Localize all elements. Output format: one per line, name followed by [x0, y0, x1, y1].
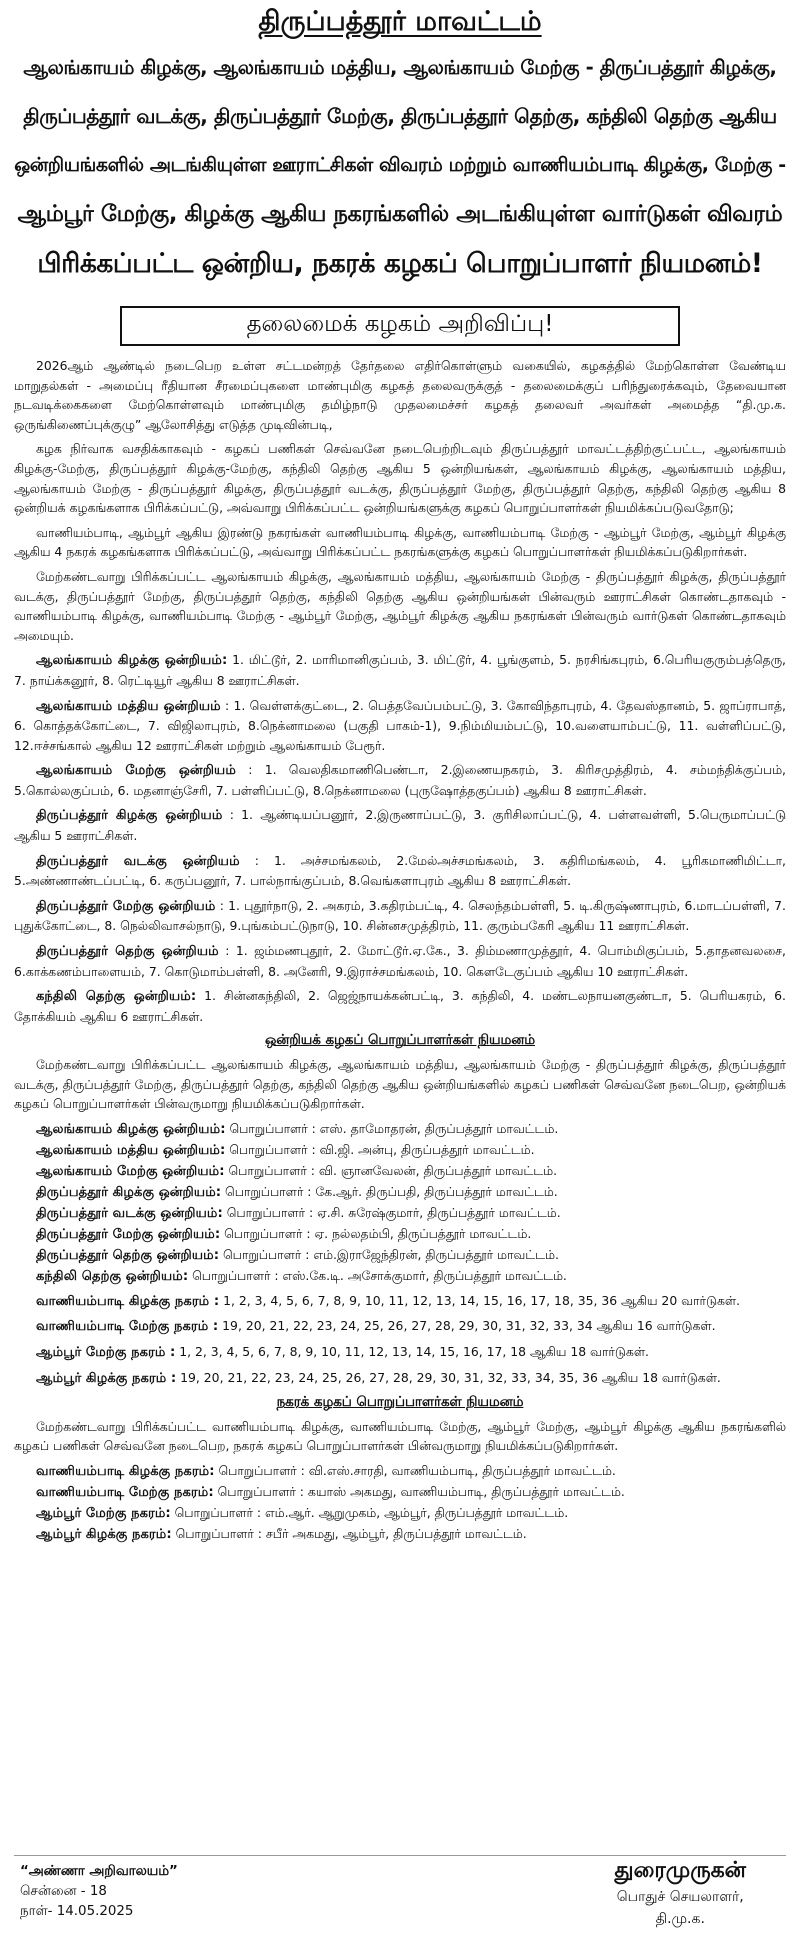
- assignment-text: பொறுப்பாளர் : சபீர் அகமது, ஆம்பூர், திருப்பத்தூர் மாவட்டம்.: [175, 1525, 527, 1541]
- assignment-label: ஆலங்காயம் மத்திய ஒன்றியம்:: [36, 1142, 226, 1158]
- headline-line: ஆலங்காயம் கிழக்கு, ஆலங்காயம் மத்திய, ஆலங்காயம் மேற்கு - திருப்பத்தூர் கிழக்கு,: [23, 56, 777, 79]
- assignment-label: கந்திலி தெற்கு ஒன்றியம்:: [36, 1268, 189, 1284]
- footer-divider: [14, 1855, 786, 1856]
- union-section-intro: மேற்கண்டவாறு பிரிக்கப்பட்ட ஆலங்காயம் கிழக்கு, ஆலங்காயம் மத்திய, ஆலங்காயம் மேற்கு - திருப்பத்தூர் கிழக்கு, திருப்பத்தூர் வடக்கு, திருப்பத்தூர் மேற்கு, திருப்பத்தூர் தெற்கு, கந்திலி தெற்கு ஆகிய ஒன்றியங்களில் கழகப் பணிகள் செவ்வனே நடைபெற, ஒன்றியக் கழகப் பொறுப்பாளர்கள் பின்வருமாறு நியமிக்கப்படுகிறார்கள்.: [14, 1057, 786, 1112]
- footer: [14, 1858, 786, 1948]
- assignment-label: ஆலங்காயம் கிழக்கு ஒன்றியம்:: [36, 1121, 226, 1137]
- intro-paragraph: 2026ஆம் ஆண்டில் நடைபெற உள்ள சட்டமன்றத் தேர்தலை எதிர்கொள்ளும் வகையில், கழகத்தில் மேற்கொள்ள வேண்டிய மாறுதல்கள் - அமைப்பு ரீதியான சீரமைப்புகளை மாண்புமிகு கழகத் தலைவருக்குத் - தலைமைக்குப் பரிந்துரைக்கவும், தேவையான நடவடிக்கைகளை மேற்கொள்ளவும் மாண்புமிகு தமிழ்நாடு முதலமைச்சர் கழகத் தலைவர் அவர்கள் அமைத்த “தி.மு.க. ஒருங்கிணைப்புக்குழு” ஆலோசித்து எடுத்த முடிவின்படி,: [14, 358, 786, 432]
- intro-paragraph: கழக நிர்வாக வசதிக்காகவும் - கழகப் பணிகள் செவ்வனே நடைபெற்றிடவும் திருப்பத்தூர் மாவட்டத்திற்குட்பட்ட, ஆலங்காயம் கிழக்கு-மேற்கு, திருப்பத்தூர் கிழக்கு-மேற்கு, கந்திலி தெற்கு ஆகிய 5 ஒன்றியங்கள், ஆலங்காயம் கிழக்கு, ஆலங்காயம் மத்திய, ஆலங்காயம் மேற்கு - திருப்பத்தூர் கிழக்கு, திருப்பத்தூர் வடக்கு, திருப்பத்தூர் மேற்கு, திருப்பத்தூர் தெற்கு, கந்திலி தெற்கு ஆகிய 8 ஒன்றியக் கழகங்களாக பிரிக்கப்பட்டு, அவ்வாறு பிரிக்கப்பட்ட ஒன்றியங்களுக்கு கழகப் பொறுப்பாளர்கள் நியமிக்கப்படுவதோடு;: [14, 441, 786, 516]
- assignment-label: திருப்பத்தூர் கிழக்கு ஒன்றியம்:: [36, 1184, 222, 1200]
- ward-list: [14, 1316, 786, 1337]
- town-section-intro: மேற்கண்டவாறு பிரிக்கப்பட்ட வாணியம்பாடி கிழக்கு, வாணியம்பாடி மேற்கு, ஆம்பூர் மேற்கு, ஆம்பூர் கிழக்கு ஆகிய நகரங்களில் கழகப் பணிகள் செவ்வனே நடைபெற, நகரக் கழகப் பொறுப்பாளர்கள் பின்வருமாறு நியமிக்கப்படுகிறார்கள்.: [14, 1418, 786, 1454]
- union-villages: [14, 760, 786, 800]
- ward-list: [14, 1291, 786, 1312]
- union-villages-text: : 1. வெள்ளக்குட்டை, 2. பெத்தவேப்பம்பட்டு, 3. கோவிந்தாபுரம், 4. தேவஸ்தானம், 5. ஜாப்ராபாத், 6. கொத்தக்கோட்டை, 7. விஜிலாபுரம், 8.நெக்னாமலை (பகுதி பாகம்-1), 9.நிம்மியம்பட்டு, 10.வளையாம்பட்டு, 11. வள்ளிப்பட்டு, 12.ஈச்சங்கால் ஆகிய 12 ஊராட்சிகள் மற்றும் ஆலங்காயம் பேரூர்.: [14, 697, 786, 753]
- headline-line: ஒன்றியங்களில் அடங்கியுள்ள ஊராட்சிகள் விவரம் மற்றும் வாணியம்பாடி கிழக்கு, மேற்கு -: [14, 154, 786, 176]
- union-villages: [14, 696, 786, 756]
- notice-banner: தலைமைக் கழகம் அறிவிப்பு!: [120, 306, 680, 346]
- union-villages: [14, 805, 786, 845]
- release-date: நாள்- 14.05.2025: [20, 1904, 134, 1919]
- intro-paragraph: வாணியம்பாடி, ஆம்பூர் ஆகிய இரண்டு நகரங்கள் வாணியம்பாடி கிழக்கு, வாணியம்பாடி மேற்கு - ஆம்பூர் மேற்கு, ஆம்பூர் கிழக்கு ஆகிய 4 நகரக் கழகங்களாக பிரிக்கப்பட்டு, அவ்வாறு பிரிக்கப்பட்ட நகரங்களுக்கு கழகப் பொறுப்பாளர்கள் நியமிக்கப்படுகிறார்கள்.: [14, 524, 786, 560]
- union-villages-text: 1. சின்னகந்திலி, 2. ஜெஜ்நாயக்கன்பட்டி, 3. கந்திலி, 4. மண்டலநாயனகுண்டா, 5. பெரியகரம், 6. தோக்கியம் ஆகிய 6 ஊராட்சிகள்.: [14, 988, 786, 1024]
- party-name: தி.மு.க.: [655, 1911, 705, 1927]
- union-villages: [14, 851, 786, 891]
- union-label: ஆலங்காயம் மத்திய ஒன்றியம்: [36, 698, 221, 714]
- union-villages: [14, 896, 786, 936]
- office-block: [20, 1862, 178, 1922]
- union-villages-text: : 1. அச்சமங்கலம், 2.மேல்அச்சமங்கலம், 3. கதிரிமங்கலம், 4. பூரிகமாணிமிட்டா, 5.அண்ணாண்டப்பட்டி, 6. கருப்பனூர், 7. பால்நாங்குப்பம், 8.வெங்களாபுரம் ஆகிய 8 ஊராட்சிகள்.: [14, 852, 786, 889]
- union-villages-text: : 1. ஜம்மணபுதூர், 2. மோட்டூர்.ஏ.கே., 3. திம்மணாமுத்தூர், 4. பொம்மிகுப்பம், 5.தாதனவலசை, 6.காக்கணம்பாளையம், 7. கொடுமாம்பள்ளி, 8. அனேரி, 9.இராச்சமங்கலம், 10. கௌடேகுப்பம் ஆகிய 10 ஊராட்சிகள்.: [14, 943, 786, 979]
- assignment-text: பொறுப்பாளர் : எம்.இராஜேந்திரன், திருப்பத்தூர் மாவட்டம்.: [223, 1246, 559, 1262]
- office-city: சென்னை - 18: [20, 1884, 107, 1899]
- assignment-label: திருப்பத்தூர் மேற்கு ஒன்றியம்:: [36, 1226, 221, 1242]
- ward-label: வாணியம்பாடி கிழக்கு நகரம் :: [36, 1293, 220, 1309]
- intro-paragraph: மேற்கண்டவாறு பிரிக்கப்பட்ட ஆலங்காயம் கிழக்கு, ஆலங்காயம் மத்திய, ஆலங்காயம் மேற்கு - திருப்பத்தூர் கிழக்கு, திருப்பத்தூர் வடக்கு, திருப்பத்தூர் மேற்கு, திருப்பத்தூர் தெற்கு, கந்திலி தெற்கு ஆகிய ஒன்றியங்கள் பின்வரும் ஊராட்சிகள் கொண்டதாகவும் - வாணியம்பாடி கிழக்கு, வாணியம்பாடி மேற்கு - ஆம்பூர் மேற்கு, ஆம்பூர் கிழக்கு ஆகிய நகரங்கள் பின்வரும் வார்டுகள் கொண்டதாகவும் அமையும்.: [14, 568, 786, 643]
- ward-label: வாணியம்பாடி மேற்கு நகரம் :: [36, 1319, 219, 1335]
- assignment-text: பொறுப்பாளர் : வி.எஸ்.சாரதி, வாணியம்பாடி, திருப்பத்தூர் மாவட்டம்.: [218, 1462, 616, 1478]
- town-section-title: நகரக் கழகப் பொறுப்பாளர்கள் நியமனம்: [276, 1395, 524, 1411]
- union-label: திருப்பத்தூர் கிழக்கு ஒன்றியம்: [36, 808, 223, 824]
- assignment-label: ஆம்பூர் மேற்கு நகரம்:: [36, 1505, 171, 1521]
- signature-block: [615, 1858, 746, 1930]
- assignment-label: வாணியம்பாடி மேற்கு நகரம்:: [36, 1484, 214, 1500]
- union-section-title: ஒன்றியக் கழகப் பொறுப்பாளர்கள் நியமனம்: [265, 1033, 535, 1049]
- assignment-text: பொறுப்பாளர் : கே.ஆர். திருப்பதி, திருப்பத்தூர் மாவட்டம்.: [225, 1183, 558, 1199]
- union-villages: [14, 986, 786, 1026]
- union-assignment: [14, 1245, 786, 1266]
- union-label: திருப்பத்தூர் தெற்கு ஒன்றியம்: [36, 944, 219, 960]
- signatory-role: பொதுச் செயலாளர்,: [616, 1889, 744, 1905]
- assignment-text: பொறுப்பாளர் : ஏ. நல்லதம்பி, திருப்பத்தூர் மாவட்டம்.: [224, 1225, 532, 1241]
- ward-text: 1, 2, 3, 4, 5, 6, 7, 8, 9, 10, 11, 12, 13, 14, 15, 16, 17, 18 ஆகிய 18 வார்டுகள்.: [179, 1343, 649, 1359]
- town-assignment: [14, 1503, 786, 1524]
- assignment-text: பொறுப்பாளர் : வி. ஞானவேலன், திருப்பத்தூர் மாவட்டம்.: [228, 1162, 558, 1178]
- union-assignment: [14, 1119, 786, 1140]
- union-label: ஆலங்காயம் கிழக்கு ஒன்றியம்:: [36, 653, 228, 669]
- union-assignment: [14, 1203, 786, 1224]
- union-villages-text: : 1. வெலதிகமாணிபெண்டா, 2.இணையநகரம், 3. கிரிசமுத்திரம், 4. சம்மந்திக்குப்பம், 5.கொல்லகுப்பம், 6. மதனாஞ்சேரி, 7. பள்ளிப்பட்டு, 8.நெக்னாமலை (புருஷோத்தகுப்பம்) ஆகிய 8 ஊராட்சிகள்.: [14, 762, 786, 798]
- ward-text: 1, 2, 3, 4, 5, 6, 7, 8, 9, 10, 11, 12, 13, 14, 15, 16, 17, 18, 35, 36 ஆகிய 20 வார்டுகள்.: [223, 1292, 741, 1308]
- assignment-label: திருப்பத்தூர் வடக்கு ஒன்றியம்:: [36, 1205, 223, 1221]
- union-assignment: [14, 1182, 786, 1203]
- assignment-text: பொறுப்பாளர் : ஏ.சி. சுரேஷ்குமார், திருப்பத்தூர் மாவட்டம்.: [226, 1204, 561, 1220]
- assignment-text: பொறுப்பாளர் : எம்.ஆர். ஆறுமுகம், ஆம்பூர், திருப்பத்தூர் மாவட்டம்.: [174, 1504, 569, 1520]
- ward-list: [14, 1342, 786, 1363]
- assignment-label: திருப்பத்தூர் தெற்கு ஒன்றியம்:: [36, 1247, 220, 1263]
- union-villages-text: 1. மிட்டூர், 2. மாரிமானிகுப்பம், 3. மிட்டூர், 4. பூங்குளம், 5. நரசிங்கபுரம், 6.பெரியகுரும்பத்தெரு, 7. நாய்க்கனூர், 8. ரெட்டியூர் ஆகிய 8 ஊராட்சிகள்.: [14, 652, 786, 688]
- headline-line: ஆம்பூர் மேற்கு, கிழக்கு ஆகிய நகரங்களில் அடங்கியுள்ள வார்டுகள் விவரம்: [17, 201, 783, 227]
- union-villages: [14, 941, 786, 981]
- office-name: “அண்ணா அறிவாலயம்”: [20, 1864, 178, 1879]
- union-label: திருப்பத்தூர் வடக்கு ஒன்றியம்: [36, 853, 240, 869]
- town-assignment: [14, 1461, 786, 1482]
- ward-label: ஆம்பூர் மேற்கு நகரம் :: [36, 1344, 176, 1360]
- assignment-label: வாணியம்பாடி கிழக்கு நகரம்:: [36, 1463, 215, 1479]
- signatory-name: துரைமுருகன்: [614, 1858, 746, 1883]
- district-title: திருப்பத்தூர் மாவட்டம்: [258, 6, 542, 37]
- union-label: திருப்பத்தூர் மேற்கு ஒன்றியம்: [36, 898, 216, 914]
- headline: [14, 43, 786, 288]
- assignment-text: பொறுப்பாளர் : எஸ். தாமோதரன், திருப்பத்தூர் மாவட்டம்.: [229, 1120, 559, 1136]
- assignment-text: பொறுப்பாளர் : வி.ஜி. அன்பு, திருப்பத்தூர் மாவட்டம்.: [229, 1141, 535, 1157]
- ward-text: 19, 20, 21, 22, 23, 24, 25, 26, 27, 28, 29, 30, 31, 32, 33, 34 ஆகிய 16 வார்டுகள்.: [222, 1318, 716, 1334]
- headline-line: பிரிக்கப்பட்ட ஒன்றிய, நகரக் கழகப் பொறுப்பாளர் நியமனம்!: [37, 248, 763, 279]
- ward-list: [14, 1368, 786, 1389]
- union-villages-text: : 1. ஆண்டியப்பனூர், 2.இருணாப்பட்டு, 3. குரிசிலாப்பட்டு, 4. பள்ளவள்ளி, 5.பெருமாப்பட்டு ஆகிய 5 ஊராட்சிகள்.: [14, 807, 787, 844]
- ward-label: ஆம்பூர் கிழக்கு நகரம் :: [36, 1370, 177, 1386]
- union-assignment: [14, 1224, 786, 1245]
- union-villages-text: : 1. புதூர்நாடு, 2. அகரம், 3.கதிரம்பட்டி, 4. செலந்தம்பள்ளி, 5. டி.கிருஷ்ணாபுரம், 6.மாடப்பள்ளி, 7. புதுக்கோட்டை, 8. நெல்லிவாசல்நாடு, 9.புங்கம்பட்டுநாடு, 10. சின்னசமுத்திரம், 11. குரும்பகேரி ஆகிய 11 ஊராட்சிகள்.: [14, 897, 786, 934]
- union-assignment: [14, 1161, 786, 1182]
- union-label: கந்திலி தெற்கு ஒன்றியம்:: [36, 989, 197, 1005]
- assignment-text: பொறுப்பாளர் : கயாஸ் அகமது, வாணியம்பாடி, திருப்பத்தூர் மாவட்டம்.: [217, 1483, 625, 1499]
- body: [14, 356, 786, 1545]
- assignment-label: ஆலங்காயம் மேற்கு ஒன்றியம்:: [36, 1163, 225, 1179]
- union-villages: [14, 650, 786, 690]
- union-assignment: [14, 1266, 786, 1287]
- union-assignment: [14, 1140, 786, 1161]
- assignment-text: பொறுப்பாளர் : எஸ்.கே.டி. அசோக்குமார், திருப்பத்தூர் மாவட்டம்.: [192, 1267, 567, 1283]
- town-assignment: [14, 1524, 786, 1545]
- union-label: ஆலங்காயம் மேற்கு ஒன்றியம்: [36, 763, 236, 779]
- town-assignment: [14, 1482, 786, 1503]
- headline-line: திருப்பத்தூர் வடக்கு, திருப்பத்தூர் மேற்கு, திருப்பத்தூர் தெற்கு, கந்திலி தெற்கு ஆகிய: [23, 104, 777, 128]
- ward-text: 19, 20, 21, 22, 23, 24, 25, 26, 27, 28, 29, 30, 31, 32, 33, 34, 35, 36 ஆகிய 18 வார்டுகள்.: [180, 1369, 721, 1385]
- assignment-label: ஆம்பூர் கிழக்கு நகரம்:: [36, 1526, 172, 1542]
